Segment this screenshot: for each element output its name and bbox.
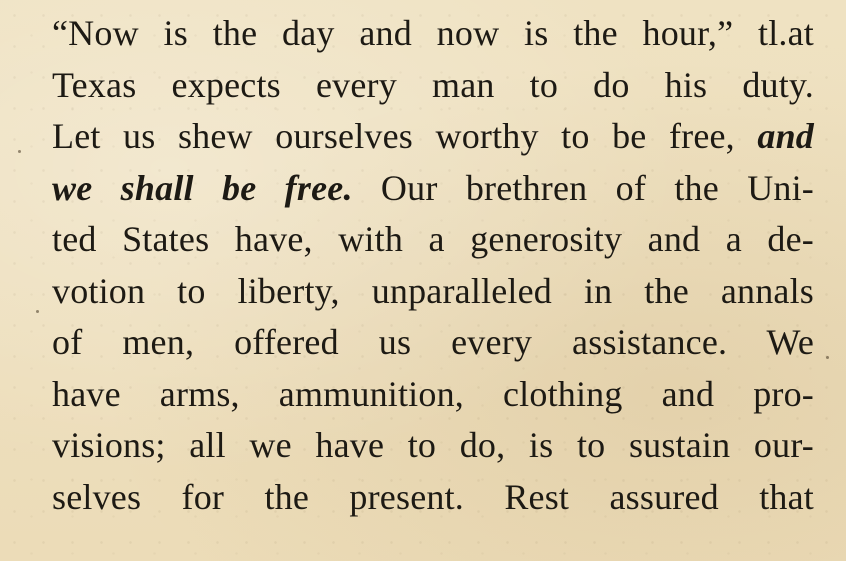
paper-speck: [826, 356, 829, 359]
text-line-6-part-1: votion to liberty, unparalleled in the annals: [52, 270, 814, 311]
text-line-3-part-1: Let us shew ourselves worthy to be free,: [52, 116, 758, 156]
text-line-3: [52, 111, 814, 163]
text-line-10-part-1: selves for the present. Rest assured that: [52, 476, 814, 517]
text-line-5: [52, 214, 814, 266]
text-line-3-part-2-italic: and: [757, 116, 814, 156]
text-line-1: [52, 8, 814, 60]
text-line-2: [52, 60, 814, 112]
paper-speck: [36, 310, 39, 313]
text-line-4-part-2: Our brethren of the Uni-: [352, 167, 814, 208]
text-line-8: [52, 369, 814, 421]
text-line-5-part-1: ted States have, with a generosity and a de-: [52, 219, 814, 259]
text-line-9-part-1: visions; all we have to do, is to sustain our-: [52, 425, 814, 465]
text-line-10: [52, 472, 814, 524]
text-line-4-part-1-italic: we shall be free.: [52, 167, 353, 208]
text-line-4: [52, 163, 814, 215]
text-line-2-part-1: Texas expects every man to do his duty.: [52, 64, 814, 105]
text-line-7-part-1: of men, offered us every assistance. We: [52, 322, 814, 362]
paper-speck: [18, 150, 21, 153]
text-block: [52, 8, 814, 523]
text-line-7: [52, 317, 814, 369]
text-line-6: [52, 266, 814, 318]
text-line-8-part-1: have arms, ammunition, clothing and pro-: [52, 373, 814, 414]
text-line-1-part-1: “Now is the day and now is the hour,” tl.at: [52, 13, 814, 53]
text-line-9: [52, 420, 814, 472]
